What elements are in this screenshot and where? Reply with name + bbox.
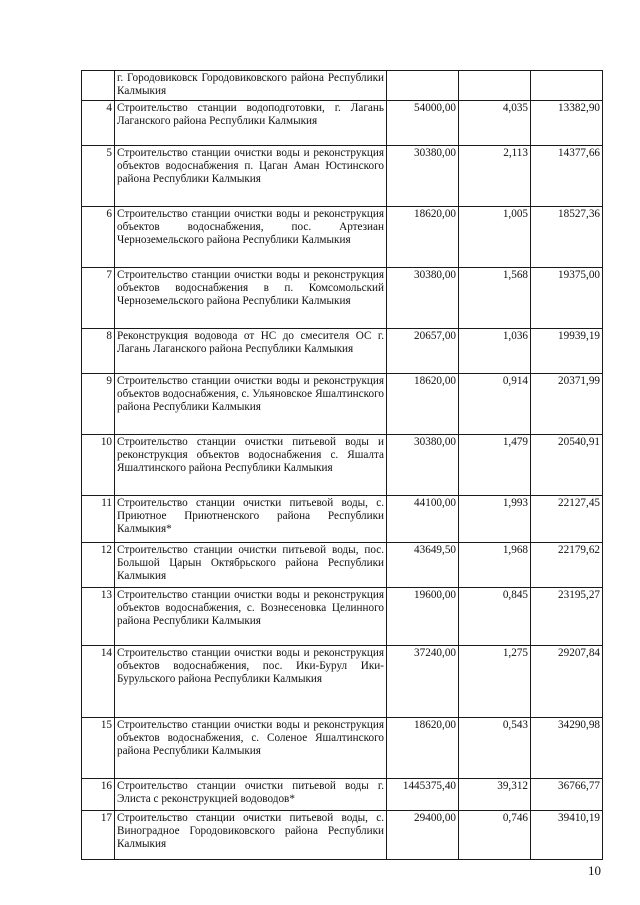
cell-cost: 30380,00 bbox=[387, 268, 459, 329]
table-row bbox=[82, 329, 603, 374]
table-row bbox=[82, 435, 603, 496]
table-row bbox=[82, 811, 603, 860]
cell-cumulative bbox=[531, 71, 603, 101]
cell-cumulative: 13382,90 bbox=[531, 101, 603, 146]
table-row bbox=[82, 543, 603, 588]
cell-num bbox=[82, 71, 115, 101]
cell-num: 10 bbox=[82, 435, 115, 496]
table-row bbox=[82, 146, 603, 207]
cell-cumulative: 22179,62 bbox=[531, 543, 603, 588]
cell-capacity: 1,568 bbox=[459, 268, 531, 329]
cell-cumulative: 29207,84 bbox=[531, 646, 603, 718]
cell-num: 15 bbox=[82, 718, 115, 779]
cell-cumulative: 19375,00 bbox=[531, 268, 603, 329]
cell-capacity: 0,914 bbox=[459, 374, 531, 435]
cell-cumulative: 20371,99 bbox=[531, 374, 603, 435]
cell-name: Строительство станции очистки воды и реконструкция объектов водоснабжения, с. Вознесеновка Целинного района Республики Калмыкия bbox=[115, 588, 387, 646]
cell-name: Строительство станции очистки воды и реконструкция объектов водоснабжения п. Цаган Аман Юстинского района Республики Калмыкия bbox=[115, 146, 387, 207]
cell-capacity: 4,035 bbox=[459, 101, 531, 146]
cell-num: 12 bbox=[82, 543, 115, 588]
cell-cumulative: 39410,19 bbox=[531, 811, 603, 860]
cell-cost bbox=[387, 71, 459, 101]
water-projects-table bbox=[81, 70, 603, 860]
cell-capacity: 1,005 bbox=[459, 207, 531, 268]
cell-num: 8 bbox=[82, 329, 115, 374]
cell-cumulative: 23195,27 bbox=[531, 588, 603, 646]
cell-num: 14 bbox=[82, 646, 115, 718]
cell-cost: 19600,00 bbox=[387, 588, 459, 646]
cell-cumulative: 14377,66 bbox=[531, 146, 603, 207]
cell-num: 7 bbox=[82, 268, 115, 329]
cell-capacity: 1,968 bbox=[459, 543, 531, 588]
cell-num: 9 bbox=[82, 374, 115, 435]
cell-cumulative: 36766,77 bbox=[531, 779, 603, 811]
cell-cumulative: 19939,19 bbox=[531, 329, 603, 374]
cell-capacity: 1,036 bbox=[459, 329, 531, 374]
cell-name: Строительство станции очистки питьевой воды г. Элиста с реконструкцией водоводов* bbox=[115, 779, 387, 811]
cell-cost: 18620,00 bbox=[387, 718, 459, 779]
table-row bbox=[82, 718, 603, 779]
table-row bbox=[82, 268, 603, 329]
cell-capacity: 2,113 bbox=[459, 146, 531, 207]
table-row bbox=[82, 496, 603, 543]
cell-name: Строительство станции очистки воды и реконструкция объектов водоснабжения, пос. Артезиан Черноземельского района Республики Калмыкия bbox=[115, 207, 387, 268]
cell-name: Строительство станции очистки воды и реконструкция объектов водоснабжения, пос. Ики-Бурул Ики-Бурульского района Республики Калмыкия bbox=[115, 646, 387, 718]
cell-cost: 30380,00 bbox=[387, 146, 459, 207]
cell-name: Строительство станции очистки питьевой воды, с. Виноградное Городовиковского района Республики Калмыкия bbox=[115, 811, 387, 860]
cell-capacity: 1,275 bbox=[459, 646, 531, 718]
table-row bbox=[82, 101, 603, 146]
cell-cost: 30380,00 bbox=[387, 435, 459, 496]
cell-name: Реконструкция водовода от НС до смесителя ОС г. Лагань Лаганского района Республики Калмыкия bbox=[115, 329, 387, 374]
cell-cost: 18620,00 bbox=[387, 374, 459, 435]
cell-num: 16 bbox=[82, 779, 115, 811]
cell-name: Строительство станции очистки воды и реконструкция объектов водоснабжения, с. Соленое Яшалтинского района Республики Калмыкия bbox=[115, 718, 387, 779]
cell-num: 4 bbox=[82, 101, 115, 146]
cell-capacity: 1,993 bbox=[459, 496, 531, 543]
cell-num: 6 bbox=[82, 207, 115, 268]
table-row bbox=[82, 71, 603, 101]
table-row bbox=[82, 207, 603, 268]
cell-cumulative: 22127,45 bbox=[531, 496, 603, 543]
cell-cost: 29400,00 bbox=[387, 811, 459, 860]
cell-num: 13 bbox=[82, 588, 115, 646]
cell-cost: 18620,00 bbox=[387, 207, 459, 268]
cell-name: Строительство станции очистки питьевой воды, пос. Большой Царын Октябрьского района Республики Калмыкия bbox=[115, 543, 387, 588]
cell-cost: 54000,00 bbox=[387, 101, 459, 146]
cell-cost: 37240,00 bbox=[387, 646, 459, 718]
cell-cumulative: 18527,36 bbox=[531, 207, 603, 268]
cell-cumulative: 20540,91 bbox=[531, 435, 603, 496]
table-row bbox=[82, 646, 603, 718]
cell-num: 5 bbox=[82, 146, 115, 207]
page-number: 10 bbox=[588, 863, 601, 878]
cell-name: Строительство станции водоподготовки, г. Лагань Лаганского района Республики Калмыкия bbox=[115, 101, 387, 146]
cell-capacity: 1,479 bbox=[459, 435, 531, 496]
table-row bbox=[82, 588, 603, 646]
table-row bbox=[82, 779, 603, 811]
cell-cost: 20657,00 bbox=[387, 329, 459, 374]
cell-capacity: 0,845 bbox=[459, 588, 531, 646]
cell-cost: 43649,50 bbox=[387, 543, 459, 588]
cell-num: 17 bbox=[82, 811, 115, 860]
table-body bbox=[82, 71, 603, 860]
table-row bbox=[82, 374, 603, 435]
cell-capacity bbox=[459, 71, 531, 101]
cell-capacity: 39,312 bbox=[459, 779, 531, 811]
cell-cumulative: 34290,98 bbox=[531, 718, 603, 779]
cell-cost: 44100,00 bbox=[387, 496, 459, 543]
cell-name: Строительство станции очистки воды и реконструкция объектов водоснабжения, с. Ульяновское Яшалтинского района Республики Калмыкия bbox=[115, 374, 387, 435]
cell-name: Строительство станции очистки питьевой воды, с. Приютное Приютненского района Республики Калмыкия* bbox=[115, 496, 387, 543]
cell-name: Строительство станции очистки питьевой воды и реконструкция объектов водоснабжения с. Яшалта Яшалтинского района Республики Калмыкия bbox=[115, 435, 387, 496]
cell-name: Строительство станции очистки воды и реконструкция объектов водоснабжения в п. Комсомольский Черноземельского района Республики Калмыкия bbox=[115, 268, 387, 329]
cell-cost: 1445375,40 bbox=[387, 779, 459, 811]
cell-capacity: 0,746 bbox=[459, 811, 531, 860]
cell-num: 11 bbox=[82, 496, 115, 543]
cell-capacity: 0,543 bbox=[459, 718, 531, 779]
cell-name: г. Городовиковск Городовиковского района Республики Калмыкия bbox=[115, 71, 387, 101]
